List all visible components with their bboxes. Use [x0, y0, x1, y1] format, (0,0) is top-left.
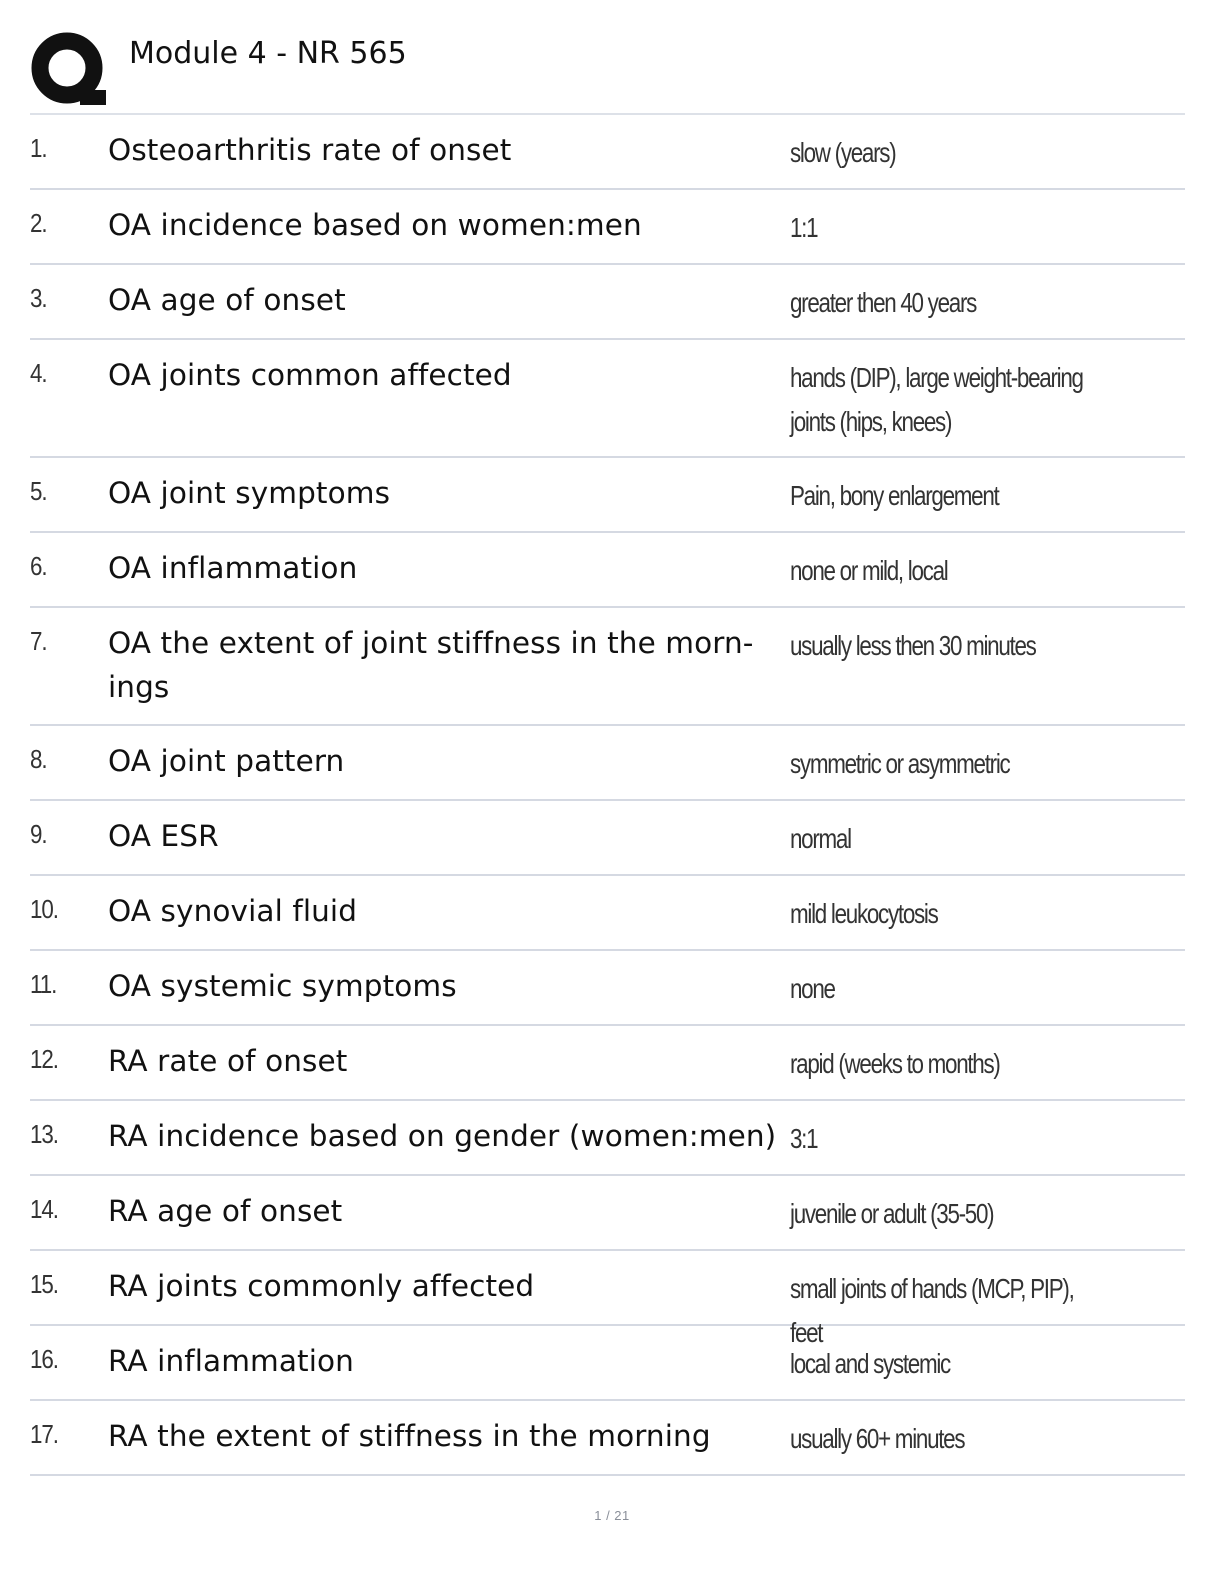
card-definition [790, 801, 1106, 861]
card-definition-line: 1:1 [790, 212, 818, 243]
flashcard-list [30, 115, 1185, 1476]
card-definition [790, 1026, 1106, 1086]
document-title: Module 4 - NR 565 [129, 36, 407, 71]
flashcard-row [30, 340, 1185, 458]
card-definition [790, 726, 1106, 786]
card-number: 4. [30, 358, 47, 388]
flashcard-row [30, 115, 1185, 190]
card-term: RA joints commonly affected [108, 1269, 535, 1303]
flashcard-row [30, 1026, 1185, 1101]
card-definition [790, 533, 1106, 593]
card-term: OA joint pattern [108, 744, 345, 778]
flashcard-row [30, 876, 1185, 951]
flashcard-row [30, 533, 1185, 608]
card-definition [790, 458, 1106, 518]
card-definition-line: none [790, 973, 835, 1004]
flashcard-row [30, 458, 1185, 533]
card-term: OA synovial fluid [108, 894, 358, 928]
card-number: 17. [30, 1419, 58, 1449]
flashcard-row [30, 265, 1185, 340]
card-definition-line: greater then 40 years [790, 287, 977, 318]
card-definition [790, 115, 1106, 175]
card-number: 11. [30, 969, 57, 999]
flashcard-row [30, 1401, 1185, 1476]
card-definition-line: none or mild, local [790, 555, 948, 586]
card-definition-line: symmetric or asymmetric [790, 748, 1010, 779]
card-term: RA incidence based on gender (women:men) [108, 1119, 777, 1153]
card-term: RA age of onset [108, 1194, 343, 1228]
card-term: RA the extent of stiffness in the morning [108, 1419, 711, 1453]
card-term: OA systemic symptoms [108, 969, 457, 1003]
q-logo-icon [30, 30, 110, 110]
card-number: 13. [30, 1119, 58, 1149]
card-definition [790, 1176, 1106, 1236]
page-indicator: 1 / 21 [594, 1508, 630, 1523]
card-definition-line: slow (years) [790, 137, 896, 168]
flashcard-row [30, 1326, 1185, 1401]
card-definition-line: mild leukocytosis [790, 898, 938, 929]
flashcard-row [30, 1176, 1185, 1251]
card-definition-line: hands (DIP), large weight-bearing [790, 362, 1083, 393]
card-definition [790, 265, 1106, 325]
card-definition [790, 1101, 1106, 1161]
card-definition [790, 876, 1106, 936]
card-number: 9. [30, 819, 47, 849]
flashcard-row [30, 1101, 1185, 1176]
card-number: 2. [30, 208, 47, 238]
card-number: 15. [30, 1269, 58, 1299]
card-term: OA joint symptoms [108, 476, 391, 510]
card-number: 8. [30, 744, 47, 774]
card-term: RA inflammation [108, 1344, 354, 1378]
card-number: 16. [30, 1344, 58, 1374]
card-term: OA joints common affected [108, 358, 512, 392]
card-definition [790, 951, 1106, 1011]
card-term: Osteoarthritis rate of onset [108, 133, 512, 167]
flashcard-row [30, 726, 1185, 801]
card-definition-line: Pain, bony enlargement [790, 480, 999, 511]
card-term: OA the extent of joint stiffness in the morn- ings [108, 626, 754, 704]
card-number: 3. [30, 283, 47, 313]
flashcard-row [30, 951, 1185, 1026]
flashcard-row [30, 190, 1185, 265]
flashcard-row [30, 608, 1185, 726]
card-definition-line: 3:1 [790, 1123, 818, 1154]
document-header [30, 30, 1190, 114]
card-number: 7. [30, 626, 47, 656]
card-number: 5. [30, 476, 47, 506]
card-definition [790, 1326, 1106, 1386]
card-term: OA age of onset [108, 283, 346, 317]
card-number: 12. [30, 1044, 58, 1074]
card-definition-line: juvenile or adult (35-50) [790, 1198, 994, 1229]
card-number: 10. [30, 894, 58, 924]
card-definition-line: small joints of hands (MCP, PIP), feet [790, 1273, 1074, 1348]
card-term: OA ESR [108, 819, 219, 853]
card-term: RA rate of onset [108, 1044, 348, 1078]
card-definition-line: usually 60+ minutes [790, 1423, 965, 1454]
card-definition-line: usually less then 30 minutes [790, 630, 1036, 661]
card-term: OA inflammation [108, 551, 358, 585]
card-definition [790, 190, 1106, 250]
card-definition-line: joints (hips, knees) [790, 406, 952, 437]
card-definition-line: normal [790, 823, 851, 854]
card-number: 14. [30, 1194, 58, 1224]
card-number: 6. [30, 551, 47, 581]
card-definition-line: rapid (weeks to months) [790, 1048, 1000, 1079]
card-definition [790, 608, 1106, 668]
card-definition [790, 340, 1106, 444]
card-definition [790, 1401, 1106, 1461]
flashcard-row [30, 1251, 1185, 1348]
card-number: 1. [30, 133, 47, 163]
flashcard-row [30, 801, 1185, 876]
card-term: OA incidence based on women:men [108, 208, 642, 242]
card-definition-line: local and systemic [790, 1348, 950, 1379]
